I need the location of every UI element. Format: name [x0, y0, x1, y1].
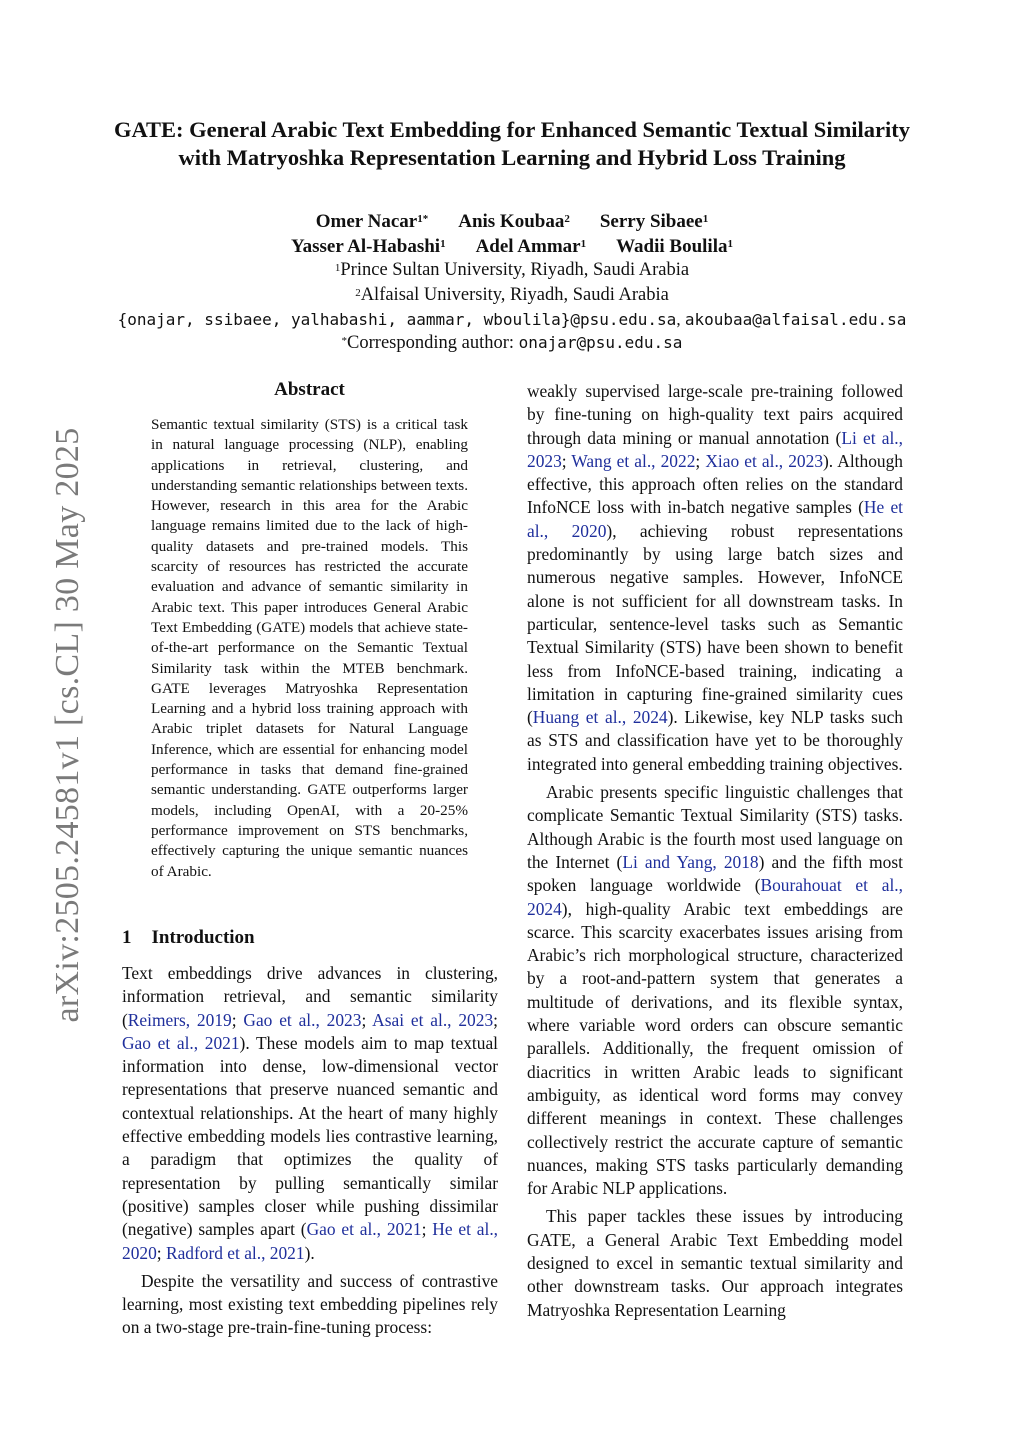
section-heading-introduction: [122, 926, 255, 950]
paper-title: GATE: General Arabic Text Embedding for Enhanced Semantic Textual Similarity with Matryoshka Representation Learning and Hybrid Loss Training: [113, 117, 911, 170]
citation-link[interactable]: Bourahouat et al., 2024: [527, 875, 903, 919]
citation-link[interactable]: Li et al., 2023: [527, 427, 903, 471]
abstract-heading: Abstract: [274, 379, 345, 400]
author-list: [110, 209, 914, 259]
email-separator: ,: [676, 310, 681, 329]
affiliation-text: Alfaisal University, Riyadh, Saudi Arabia: [360, 285, 669, 305]
paragraph-text: Arabic presents specific linguistic challenges that complicate Semantic Textual Similarity (STS) tasks. Although Arabic is the fourth most used language on the Internet (: [527, 782, 903, 872]
paragraph-text: weakly supervised large-scale pre-training followed by fine-tuning on high-quality text pairs acquired through data mining or manual annotation (: [527, 381, 903, 448]
paragraph-text: ;: [361, 1009, 373, 1030]
author-name: [458, 211, 570, 232]
author-affiliation-marker: 1: [727, 238, 733, 250]
paragraph-text: ).: [304, 1242, 315, 1263]
paragraph-text: ;: [695, 450, 706, 471]
paragraph-text: ), achieving robust representations predominantly by using large batch sizes and numerous negative samples. However, InfoNCE alone is not sufficient for all downstream tasks. In particular, sentence-level tasks such as Semantic Textual Similarity (STS) have been shown to benefit less from InfoNCE-based training, indicating a limitation in capturing fine-grained similarity cues (: [527, 520, 904, 728]
affiliation-1: [110, 258, 914, 282]
intro-paragraph-1: [122, 962, 498, 1265]
citation-link[interactable]: He et al., 2020: [527, 497, 903, 541]
citation-link[interactable]: Gao et al., 2021: [122, 1032, 240, 1053]
author-affiliation-marker: 1: [702, 213, 709, 225]
author-row-1: [110, 209, 914, 234]
author-row-2: [110, 234, 914, 259]
corresponding-email: onajar@psu.edu.sa: [518, 333, 683, 352]
citation-link[interactable]: Asai et al., 2023: [372, 1009, 494, 1030]
author-name: [476, 236, 587, 257]
paragraph-text: ). Although effective, this approach often relies on the standard InfoNCE loss with in-batch negative samples (: [527, 450, 903, 518]
paragraph-text: ;: [493, 1009, 498, 1030]
affiliation-text: Prince Sultan University, Riyadh, Saudi Arabia: [340, 260, 690, 280]
author-affiliation-marker: 2: [564, 213, 570, 225]
arxiv-watermark: arXiv:2505.24581v1 [cs.CL] 30 May 2025: [49, 427, 86, 1023]
abstract-text: Semantic textual similarity (STS) is a critical task in natural language processing (NLP), enabling applications in retrieval, clustering, and understanding semantic relationships between texts. However, research in this area for the Arabic language remains limited due to the lack of high-quality datasets and pre-trained models. This scarcity of resources has restricted the accurate evaluation and advance of semantic similarity in Arabic text. This paper introduces General Arabic Text Embedding (GATE) models that achieve state-of-the-art performance on the Semantic Textual Similarity task within the MTEB benchmark. GATE leverages Matryoshka Representation Learning and a hybrid loss training approach with Arabic triplet datasets for Natural Language Inference, which are essential for enhancing model performance in tasks that demand fine-grained semantic understanding. GATE outperforms larger models, including OpenAI, with a 20-25% performance improvement on STS benchmarks, effectively capturing the unique semantic nuances of Arabic.: [151, 416, 468, 880]
citation-link[interactable]: He et al., 2020: [122, 1219, 499, 1263]
citation-link[interactable]: Radford et al., 2021: [165, 1242, 305, 1263]
citation-link[interactable]: Wang et al., 2022: [571, 450, 696, 471]
affiliation-marker: 2: [355, 287, 361, 299]
paragraph-text: This paper tackles these issues by introducing GATE, a General Arabic Text Embedding model designed to excel in semantic textual similarity and other downstream tasks. Our approach integrates Matryoshka Representation Learning: [527, 1206, 903, 1320]
paragraph-text: ;: [156, 1242, 166, 1263]
paragraph-text: ). Likewise, key NLP tasks such as STS and classification have yet to be thoroughly integrated into general embedding training objectives.: [527, 707, 904, 774]
citation-link[interactable]: Li and Yang, 2018: [622, 851, 759, 872]
paragraph-text: ) and the fifth most spoken language worldwide (: [527, 851, 903, 896]
body-paragraph-3: [527, 1205, 903, 1321]
paragraph-text: Despite the versatility and success of contrastive learning, most existing text embedding pipelines rely on a two-stage pre-train-fine-tuning process:: [122, 1270, 498, 1338]
author-name-text: Wadii Boulila: [616, 236, 728, 257]
body-paragraph-1: [527, 380, 903, 776]
author-name-text: Adel Ammar: [475, 236, 581, 257]
citation-link[interactable]: Xiao et al., 2023: [705, 450, 824, 471]
corresponding-author: [110, 331, 914, 355]
author-emails: [60, 308, 964, 332]
author-name: [291, 236, 446, 257]
corresponding-label: Corresponding author:: [347, 333, 519, 353]
paragraph-text: ;: [231, 1009, 244, 1030]
affiliation-marker: 1: [334, 262, 341, 274]
citation-link[interactable]: Gao et al., 2023: [243, 1009, 362, 1030]
author-affiliation-marker: 1*: [417, 213, 429, 225]
author-name-text: Omer Nacar: [315, 211, 418, 232]
paragraph-text: ). These models aim to map textual information into dense, low-dimensional vector representations that preserve nuanced semantic and contextual relationships. At the heart of many highly effective embedding models lies contrastive learning, a paradigm that optimizes the quality of representation by pulling semantically similar (positive) samples closer while pushing dissimilar (negative) samples apart (: [122, 1032, 498, 1240]
author-name: [316, 211, 428, 232]
paragraph-text: Text embeddings drive advances in clustering, information retrieval, and semantic similarity (: [122, 963, 498, 1030]
section-title: Introduction: [151, 927, 255, 948]
author-name-text: Serry Sibaee: [599, 211, 703, 232]
affiliation-2: [110, 283, 914, 307]
author-name: [600, 211, 708, 232]
citation-link[interactable]: Reimers, 2019: [127, 1009, 232, 1030]
citation-link[interactable]: Huang et al., 2024: [532, 707, 668, 728]
section-number: 1: [122, 927, 132, 948]
author-name-text: Anis Koubaa: [458, 211, 565, 232]
intro-paragraph-2: [122, 1270, 498, 1340]
left-column-body: [122, 962, 498, 1345]
email-koubaa: akoubaa@alfaisal.edu.sa: [684, 310, 907, 329]
author-name-text: Yasser Al-Habashi: [291, 236, 441, 257]
corresponding-marker: *: [341, 335, 348, 347]
paragraph-text: ), high-quality Arabic text embeddings are scarce. This scarcity exacerbates issues arising from Arabic’s rich morphological structure, characterized by a root-and-pattern system that generates a multitude of derivations, and its flexible syntax, where variable word orders can obscure semantic parallels. Additionally, the frequent omission of diacritics in written Arabic leads to significant ambiguity, as identical word forms may convey different meanings in context. These challenges collectively restrict the accurate capture of semantic nuances, making STS tasks particularly demanding for Arabic NLP applications.: [527, 898, 903, 1199]
right-column-body: [527, 380, 903, 1327]
citation-link[interactable]: Gao et al., 2021: [306, 1219, 422, 1240]
author-affiliation-marker: 1: [440, 238, 446, 250]
author-name: [616, 236, 733, 257]
paragraph-text: ;: [421, 1219, 433, 1240]
body-paragraph-2: [527, 781, 903, 1200]
paragraph-text: ;: [561, 450, 572, 471]
author-affiliation-marker: 1: [580, 238, 587, 250]
email-group: {onajar, ssibaee, yalhabashi, aammar, wboulila}@psu.edu.sa: [117, 310, 677, 329]
